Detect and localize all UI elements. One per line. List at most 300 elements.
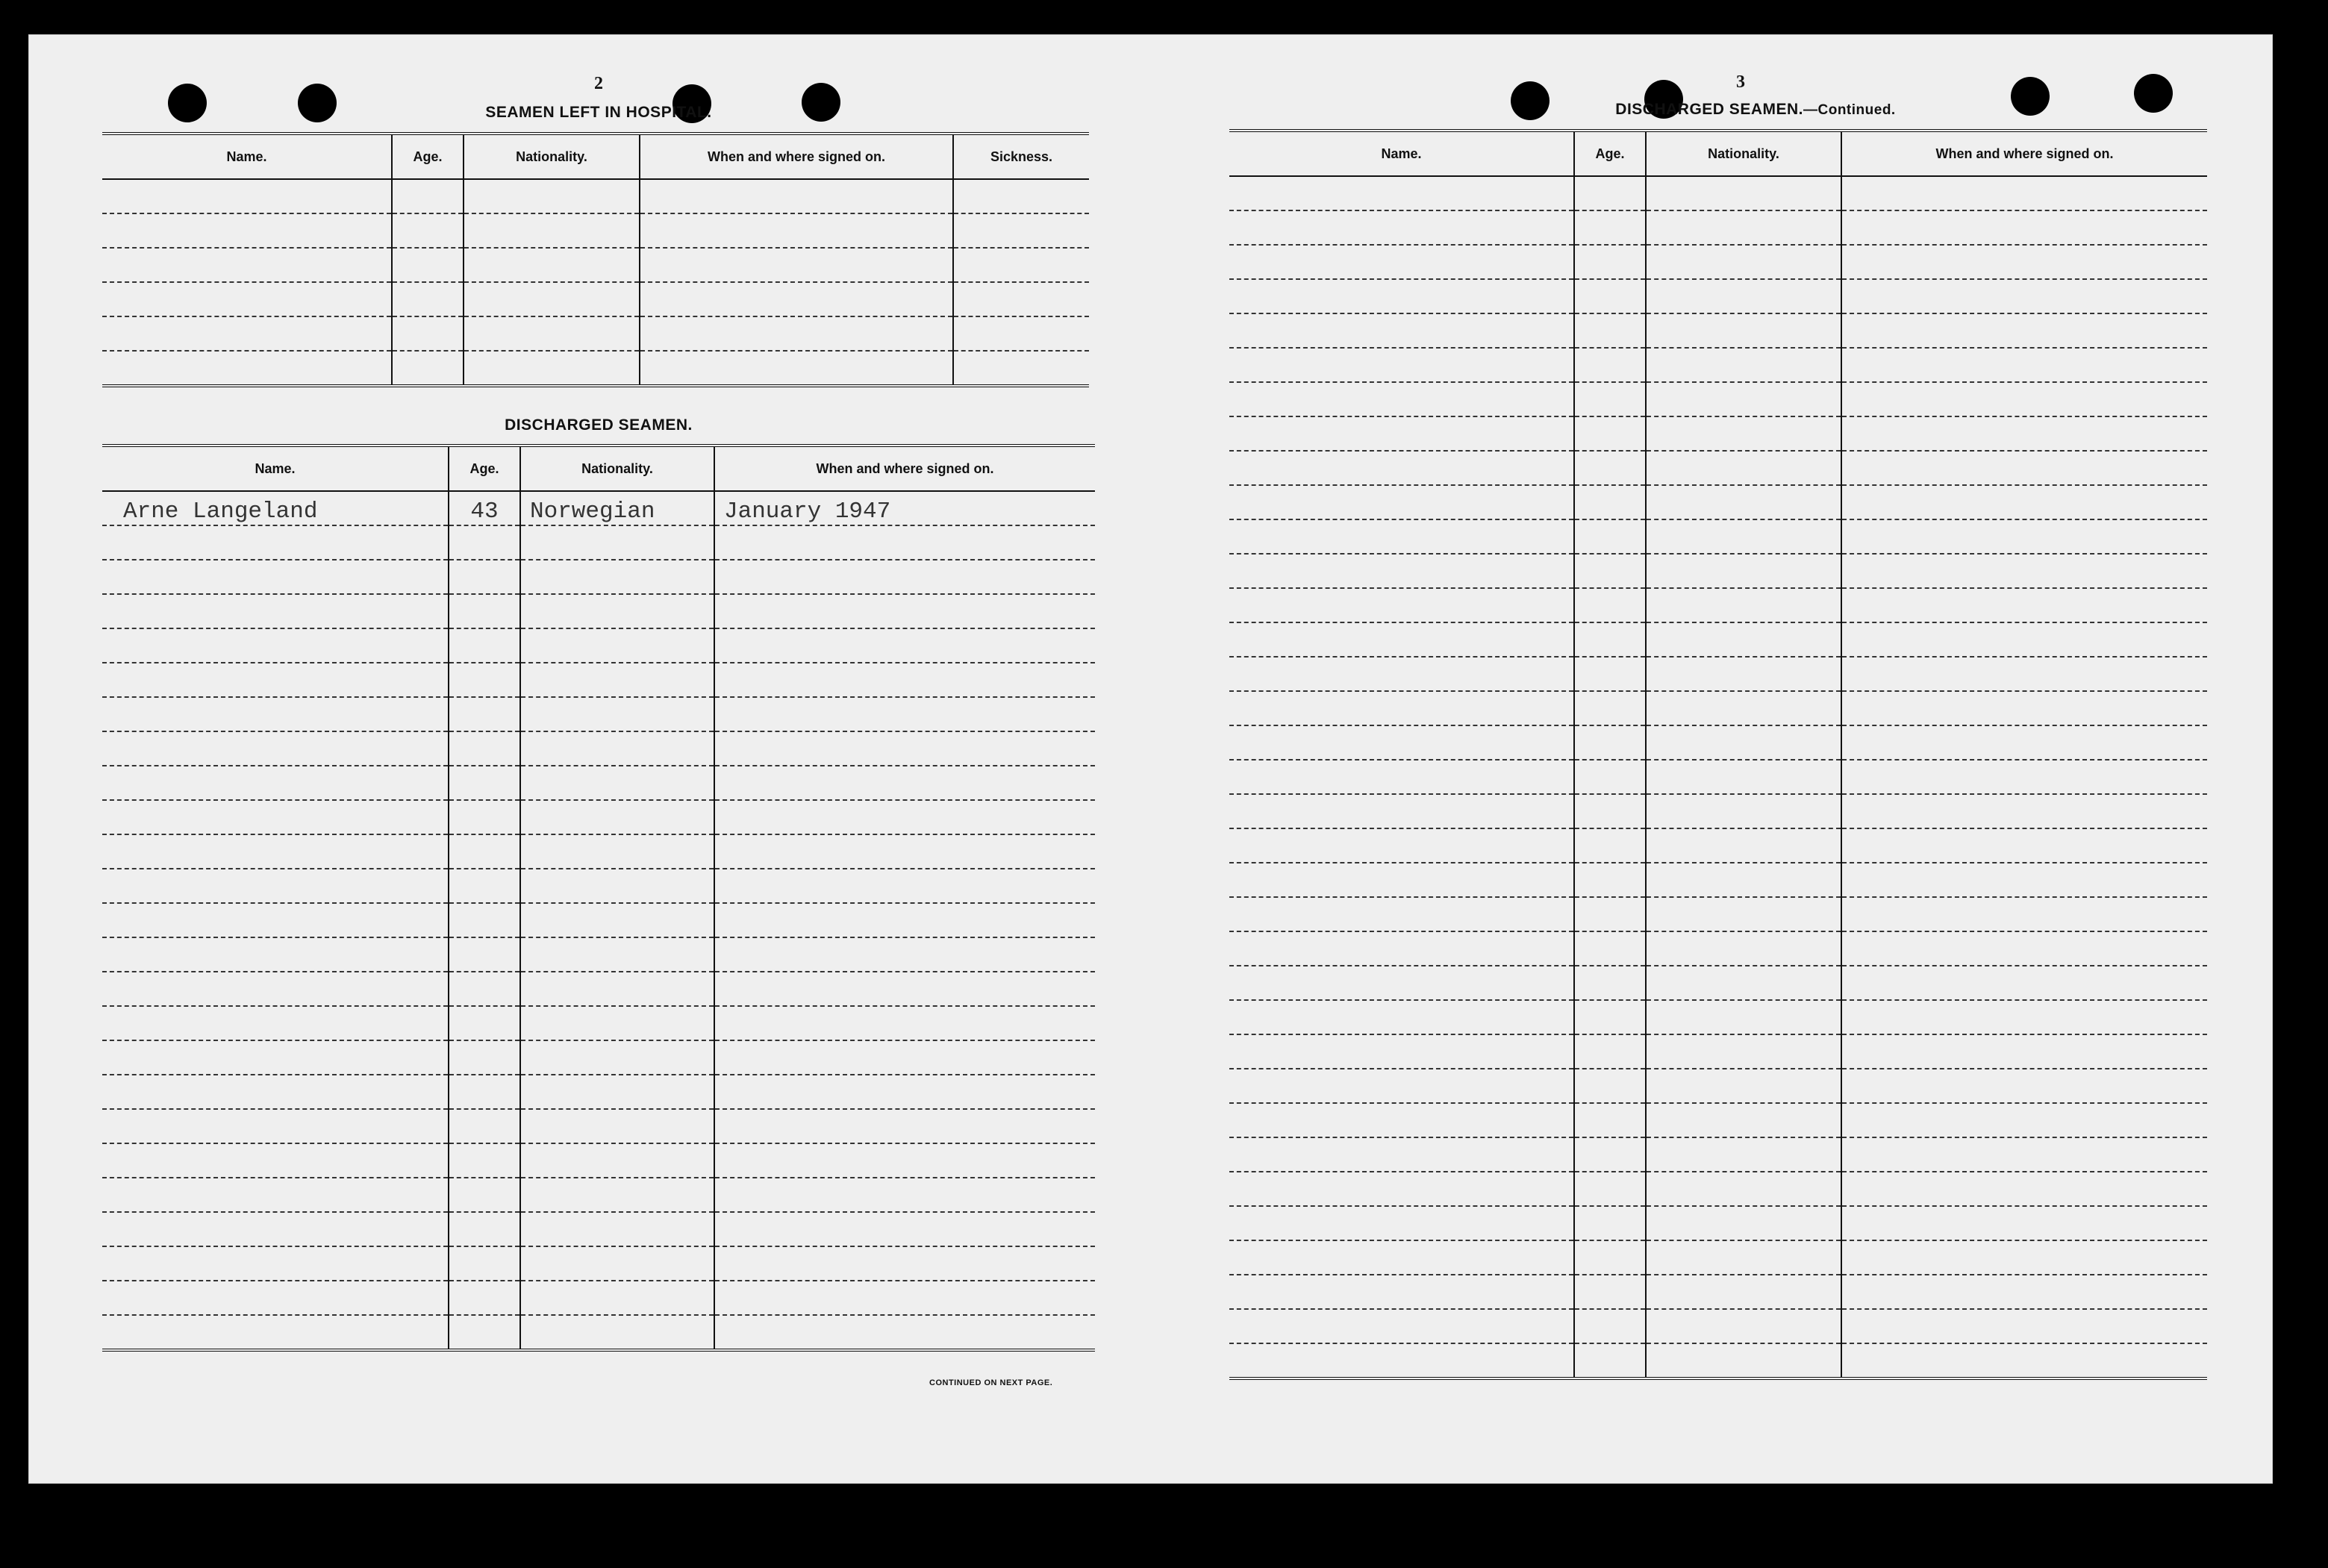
blank-row <box>1229 828 2207 863</box>
blank-cell <box>520 697 714 731</box>
blank-cell <box>449 1075 520 1109</box>
blank-cell <box>714 697 1095 731</box>
blank-row <box>1229 725 2207 760</box>
blank-cell <box>1229 245 1574 279</box>
blank-cell <box>714 1109 1095 1143</box>
blank-cell <box>1229 760 1574 794</box>
blank-row <box>1229 451 2207 485</box>
blank-cell <box>1574 1103 1646 1137</box>
blank-row <box>102 1212 1095 1246</box>
table-row <box>102 491 1095 525</box>
blank-cell <box>449 766 520 800</box>
blank-row <box>1229 1206 2207 1240</box>
blank-cell <box>714 1143 1095 1178</box>
blank-cell <box>1841 313 2207 348</box>
right-rows <box>1229 176 2207 1378</box>
blank-cell <box>1841 382 2207 416</box>
blank-cell <box>449 1006 520 1040</box>
blank-cell <box>714 560 1095 594</box>
blank-cell <box>1574 1309 1646 1343</box>
blank-cell <box>1646 657 1841 691</box>
blank-cell <box>1229 451 1574 485</box>
blank-cell <box>1646 1137 1841 1172</box>
blank-cell <box>1229 794 1574 828</box>
blank-cell <box>449 1143 520 1178</box>
blank-cell <box>1229 348 1574 382</box>
blank-row <box>1229 519 2207 554</box>
blank-cell <box>1229 416 1574 451</box>
blank-row <box>1229 1343 2207 1378</box>
blank-cell <box>1574 554 1646 588</box>
blank-cell <box>1229 1275 1574 1309</box>
blank-cell <box>1229 588 1574 622</box>
blank-cell <box>449 1315 520 1350</box>
blank-cell <box>1646 1240 1841 1275</box>
blank-cell <box>392 248 464 282</box>
blank-cell <box>1229 897 1574 931</box>
blank-cell <box>1574 485 1646 519</box>
blank-row <box>102 628 1095 663</box>
blank-cell <box>714 731 1095 766</box>
blank-cell <box>1229 622 1574 657</box>
cell-signed-on: January 1947 <box>714 491 1095 525</box>
continued-note: CONTINUED ON NEXT PAGE. <box>929 1378 1053 1387</box>
blank-cell <box>1646 1343 1841 1378</box>
blank-cell <box>464 213 640 248</box>
blank-cell <box>1574 416 1646 451</box>
blank-row <box>1229 691 2207 725</box>
blank-cell <box>1229 828 1574 863</box>
blank-cell <box>714 1075 1095 1109</box>
cell-nationality: Norwegian <box>520 491 714 525</box>
blank-cell <box>1229 1000 1574 1034</box>
blank-row <box>102 179 1089 213</box>
blank-cell <box>449 560 520 594</box>
blank-cell <box>1574 1206 1646 1240</box>
blank-cell <box>449 1109 520 1143</box>
blank-cell <box>1229 1309 1574 1343</box>
right-section-title <box>1229 101 2252 119</box>
blank-cell <box>1646 897 1841 931</box>
blank-row <box>102 1315 1095 1350</box>
blank-row <box>102 282 1089 316</box>
blank-cell <box>714 525 1095 560</box>
blank-cell <box>1646 1206 1841 1240</box>
blank-cell <box>1574 1172 1646 1206</box>
blank-cell <box>1646 382 1841 416</box>
blank-cell <box>1841 451 2207 485</box>
blank-cell <box>1841 622 2207 657</box>
blank-cell <box>1574 1034 1646 1069</box>
blank-cell <box>520 560 714 594</box>
blank-row <box>102 560 1095 594</box>
blank-cell <box>1841 519 2207 554</box>
column-header: Age. <box>392 134 464 179</box>
blank-cell <box>714 903 1095 937</box>
blank-cell <box>102 1006 449 1040</box>
blank-cell <box>1574 760 1646 794</box>
blank-cell <box>1574 451 1646 485</box>
blank-cell <box>102 594 449 628</box>
blank-cell <box>714 1315 1095 1350</box>
blank-cell <box>1646 1275 1841 1309</box>
blank-row <box>102 248 1089 282</box>
blank-cell <box>1229 554 1574 588</box>
blank-cell <box>449 731 520 766</box>
blank-row <box>1229 1137 2207 1172</box>
discharged-table <box>102 444 1095 1352</box>
blank-cell <box>640 351 953 386</box>
blank-cell <box>449 800 520 834</box>
blank-cell <box>392 316 464 351</box>
blank-row <box>102 1075 1095 1109</box>
blank-cell <box>640 316 953 351</box>
column-header: Age. <box>1574 131 1646 176</box>
blank-cell <box>449 937 520 972</box>
blank-row <box>102 594 1095 628</box>
blank-cell <box>1646 931 1841 966</box>
blank-cell <box>1646 1172 1841 1206</box>
blank-row <box>102 869 1095 903</box>
blank-row <box>1229 554 2207 588</box>
blank-cell <box>102 903 449 937</box>
blank-cell <box>1574 1343 1646 1378</box>
blank-cell <box>1841 1034 2207 1069</box>
blank-cell <box>464 248 640 282</box>
cell-name: Arne Langeland <box>102 491 449 525</box>
blank-cell <box>640 179 953 213</box>
blank-row <box>102 937 1095 972</box>
blank-cell <box>102 1315 449 1350</box>
blank-row <box>1229 588 2207 622</box>
blank-cell <box>1229 313 1574 348</box>
blank-cell <box>464 316 640 351</box>
blank-row <box>1229 657 2207 691</box>
blank-cell <box>102 525 449 560</box>
blank-cell <box>1841 1343 2207 1378</box>
blank-cell <box>714 628 1095 663</box>
blank-cell <box>392 282 464 316</box>
blank-cell <box>1229 1172 1574 1206</box>
blank-cell <box>714 594 1095 628</box>
blank-cell <box>1229 519 1574 554</box>
blank-cell <box>1646 588 1841 622</box>
blank-cell <box>1574 897 1646 931</box>
blank-cell <box>1574 588 1646 622</box>
hospital-section-title: SEAMEN LEFT IN HOSPITAL. <box>485 104 712 121</box>
blank-row <box>102 525 1095 560</box>
blank-cell <box>449 663 520 697</box>
blank-cell <box>520 903 714 937</box>
blank-cell <box>1574 519 1646 554</box>
blank-row <box>102 1006 1095 1040</box>
blank-cell <box>1646 725 1841 760</box>
blank-row <box>1229 416 2207 451</box>
blank-cell <box>1229 691 1574 725</box>
blank-row <box>102 972 1095 1006</box>
blank-cell <box>1229 657 1574 691</box>
blank-row <box>102 316 1089 351</box>
blank-row <box>102 1178 1095 1212</box>
blank-cell <box>1841 176 2207 210</box>
blank-cell <box>520 1075 714 1109</box>
blank-cell <box>102 1075 449 1109</box>
blank-cell <box>1229 1069 1574 1103</box>
column-header: Name. <box>102 134 392 179</box>
blank-cell <box>714 937 1095 972</box>
blank-cell <box>1574 794 1646 828</box>
blank-cell <box>1841 485 2207 519</box>
blank-row <box>1229 1034 2207 1069</box>
blank-cell <box>1646 863 1841 897</box>
blank-cell <box>640 213 953 248</box>
blank-cell <box>1841 1137 2207 1172</box>
blank-cell <box>520 663 714 697</box>
blank-cell <box>953 282 1089 316</box>
blank-cell <box>392 213 464 248</box>
blank-row <box>102 697 1095 731</box>
right-title-continued: —Continued. <box>1803 102 1896 118</box>
blank-cell <box>392 179 464 213</box>
blank-cell <box>714 1006 1095 1040</box>
blank-cell <box>520 1040 714 1075</box>
blank-cell <box>464 351 640 386</box>
blank-cell <box>1574 863 1646 897</box>
right-header-row <box>1229 131 2207 176</box>
blank-cell <box>1229 210 1574 245</box>
blank-cell <box>102 697 449 731</box>
blank-cell <box>1574 176 1646 210</box>
blank-row <box>1229 1275 2207 1309</box>
blank-cell <box>449 869 520 903</box>
blank-cell <box>1646 416 1841 451</box>
blank-cell <box>1574 382 1646 416</box>
blank-cell <box>1229 1206 1574 1240</box>
blank-cell <box>102 834 449 869</box>
blank-cell <box>449 1246 520 1281</box>
blank-cell <box>1841 210 2207 245</box>
blank-cell <box>102 351 392 386</box>
blank-cell <box>1841 1206 2207 1240</box>
blank-cell <box>102 1040 449 1075</box>
blank-cell <box>1841 416 2207 451</box>
blank-cell <box>1841 588 2207 622</box>
blank-cell <box>1841 931 2207 966</box>
blank-cell <box>714 869 1095 903</box>
blank-cell <box>1841 828 2207 863</box>
blank-cell <box>1646 1069 1841 1103</box>
page-number: 3 <box>1736 72 1745 92</box>
blank-cell <box>1574 245 1646 279</box>
blank-cell <box>1646 554 1841 588</box>
blank-cell <box>1841 1103 2207 1137</box>
blank-cell <box>1574 279 1646 313</box>
blank-cell <box>1646 485 1841 519</box>
blank-cell <box>1229 1034 1574 1069</box>
blank-cell <box>520 972 714 1006</box>
blank-row <box>1229 1240 2207 1275</box>
blank-cell <box>1646 760 1841 794</box>
blank-cell <box>1574 725 1646 760</box>
blank-cell <box>1646 279 1841 313</box>
blank-cell <box>1229 382 1574 416</box>
blank-row <box>102 663 1095 697</box>
blank-cell <box>520 1178 714 1212</box>
blank-cell <box>1574 313 1646 348</box>
blank-cell <box>1841 1240 2207 1275</box>
blank-cell <box>1646 245 1841 279</box>
blank-cell <box>102 628 449 663</box>
blank-cell <box>1646 348 1841 382</box>
blank-cell <box>1841 554 2207 588</box>
blank-row <box>1229 760 2207 794</box>
blank-cell <box>714 1178 1095 1212</box>
blank-row <box>102 1109 1095 1143</box>
blank-cell <box>1574 931 1646 966</box>
blank-row <box>102 1246 1095 1281</box>
blank-cell <box>1574 1240 1646 1275</box>
blank-cell <box>520 834 714 869</box>
right-title-main: DISCHARGED SEAMEN. <box>1615 101 1803 118</box>
blank-cell <box>1229 485 1574 519</box>
blank-row <box>1229 245 2207 279</box>
discharged-rows <box>102 491 1095 1350</box>
blank-cell <box>714 834 1095 869</box>
blank-row <box>1229 210 2207 245</box>
blank-cell <box>1574 348 1646 382</box>
blank-cell <box>1841 725 2207 760</box>
blank-row <box>1229 485 2207 519</box>
blank-row <box>1229 176 2207 210</box>
blank-cell <box>1229 725 1574 760</box>
blank-row <box>1229 1172 2207 1206</box>
blank-cell <box>1841 1309 2207 1343</box>
blank-cell <box>1841 245 2207 279</box>
column-header: Nationality. <box>464 134 640 179</box>
cell-age: 43 <box>449 491 520 525</box>
blank-cell <box>520 1212 714 1246</box>
blank-row <box>1229 382 2207 416</box>
blank-row <box>1229 348 2207 382</box>
blank-cell <box>1646 451 1841 485</box>
blank-cell <box>1229 1343 1574 1378</box>
blank-cell <box>1841 966 2207 1000</box>
blank-cell <box>102 1143 449 1178</box>
blank-row <box>102 213 1089 248</box>
blank-cell <box>1841 1069 2207 1103</box>
blank-cell <box>1646 313 1841 348</box>
blank-cell <box>1841 794 2207 828</box>
blank-cell <box>714 1281 1095 1315</box>
blank-cell <box>520 1143 714 1178</box>
blank-row <box>1229 1000 2207 1034</box>
blank-cell <box>449 594 520 628</box>
blank-row <box>102 1040 1095 1075</box>
blank-cell <box>449 525 520 560</box>
blank-cell <box>1841 1172 2207 1206</box>
blank-cell <box>520 525 714 560</box>
blank-cell <box>1841 657 2207 691</box>
blank-row <box>1229 931 2207 966</box>
blank-cell <box>1841 1000 2207 1034</box>
blank-cell <box>1841 760 2207 794</box>
blank-cell <box>102 869 449 903</box>
blank-cell <box>1841 279 2207 313</box>
blank-cell <box>953 316 1089 351</box>
blank-row <box>102 834 1095 869</box>
blank-cell <box>520 1246 714 1281</box>
blank-cell <box>1646 794 1841 828</box>
blank-cell <box>102 663 449 697</box>
blank-cell <box>1646 176 1841 210</box>
blank-row <box>1229 313 2207 348</box>
blank-cell <box>953 179 1089 213</box>
blank-cell <box>640 248 953 282</box>
right-discharged-table <box>1229 129 2207 1380</box>
blank-cell <box>520 628 714 663</box>
blank-cell <box>449 1281 520 1315</box>
column-header: When and where signed on. <box>1841 131 2207 176</box>
blank-cell <box>449 1040 520 1075</box>
blank-cell <box>1229 176 1574 210</box>
blank-cell <box>520 766 714 800</box>
blank-cell <box>449 834 520 869</box>
blank-row <box>1229 897 2207 931</box>
blank-cell <box>1841 863 2207 897</box>
column-header: Sickness. <box>953 134 1089 179</box>
blank-cell <box>102 972 449 1006</box>
blank-cell <box>102 282 392 316</box>
blank-cell <box>102 560 449 594</box>
blank-cell <box>1646 828 1841 863</box>
blank-cell <box>520 594 714 628</box>
blank-cell <box>1574 966 1646 1000</box>
blank-row <box>102 903 1095 937</box>
blank-cell <box>1229 1240 1574 1275</box>
blank-cell <box>449 697 520 731</box>
blank-row <box>1229 279 2207 313</box>
blank-cell <box>102 1178 449 1212</box>
blank-row <box>1229 863 2207 897</box>
blank-row <box>102 766 1095 800</box>
blank-row <box>1229 966 2207 1000</box>
blank-row <box>1229 1309 2207 1343</box>
blank-cell <box>714 766 1095 800</box>
blank-cell <box>102 1109 449 1143</box>
column-header: When and where signed on. <box>640 134 953 179</box>
blank-cell <box>1229 279 1574 313</box>
blank-cell <box>102 1212 449 1246</box>
blank-cell <box>1229 1137 1574 1172</box>
blank-cell <box>1229 931 1574 966</box>
blank-cell <box>1841 1275 2207 1309</box>
blank-cell <box>1229 966 1574 1000</box>
blank-cell <box>1646 519 1841 554</box>
hospital-table <box>102 132 1089 387</box>
blank-cell <box>640 282 953 316</box>
blank-cell <box>102 766 449 800</box>
blank-cell <box>449 628 520 663</box>
column-header: Nationality. <box>520 446 714 491</box>
blank-cell <box>1574 1137 1646 1172</box>
blank-cell <box>102 800 449 834</box>
blank-cell <box>1574 1275 1646 1309</box>
blank-cell <box>1646 622 1841 657</box>
blank-cell <box>1841 691 2207 725</box>
blank-cell <box>1646 210 1841 245</box>
blank-cell <box>953 248 1089 282</box>
blank-cell <box>102 179 392 213</box>
